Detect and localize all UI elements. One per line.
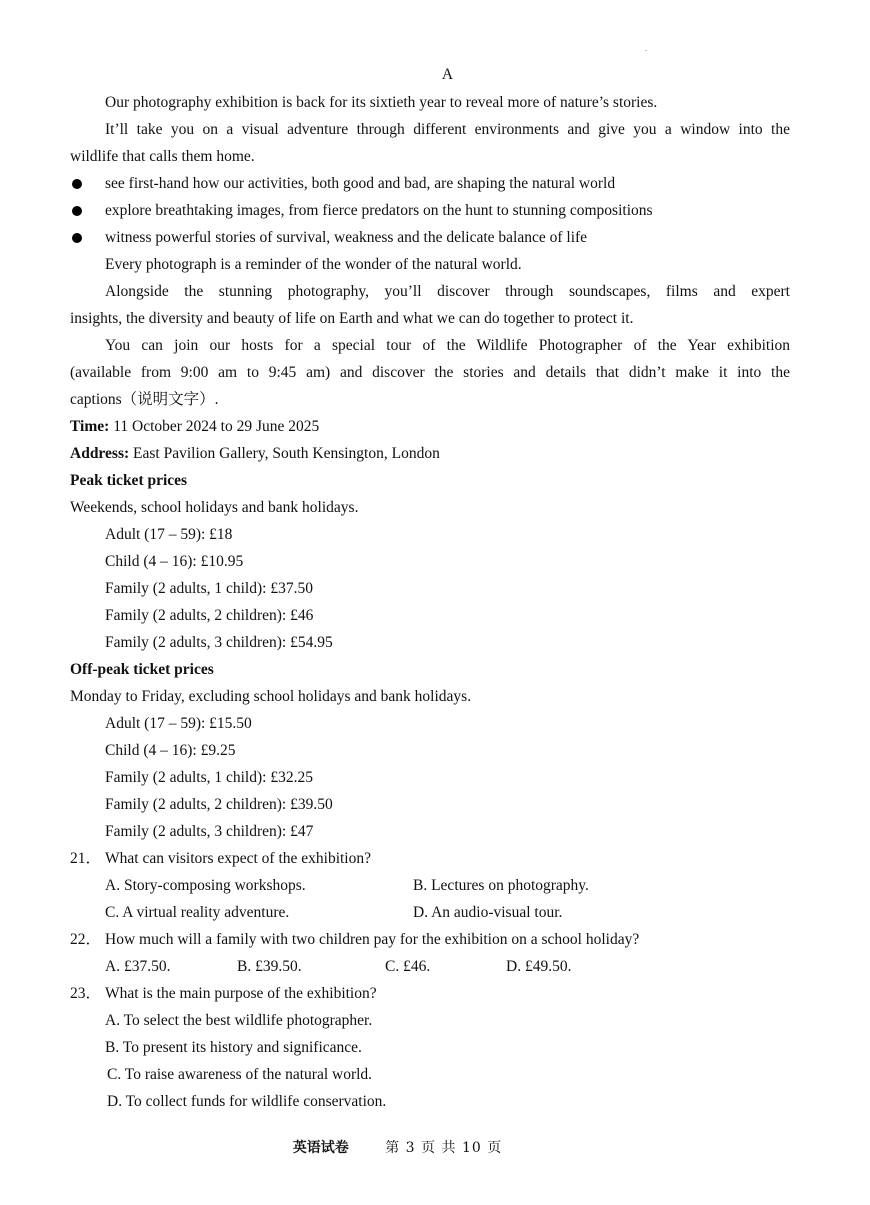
option-d[interactable]: D. To collect funds for wildlife conservation. <box>107 1093 387 1110</box>
paragraph-alongside-line2: insights, the diversity and beauty of life on Earth and what we can do together to protect it. <box>70 310 634 327</box>
question-text: How much will a family with two children pay for the exhibition on a school holiday? <box>105 931 640 948</box>
offpeak-title-text: Off-peak ticket prices <box>70 661 214 678</box>
peak-price-item: Family (2 adults, 3 children): £54.95 <box>105 634 333 651</box>
bullet-item <box>70 170 790 197</box>
bullet-dot-icon <box>72 179 82 189</box>
option-a[interactable]: A. £37.50. <box>105 958 171 975</box>
offpeak-price-item: Family (2 adults, 1 child): £32.25 <box>105 769 313 786</box>
option-b[interactable]: B. £39.50. <box>237 958 302 975</box>
offpeak-price-item: Family (2 adults, 2 children): £39.50 <box>105 796 333 813</box>
page-footer <box>0 1137 795 1157</box>
offpeak-price-item: Adult (17 – 59): £15.50 <box>105 715 252 732</box>
question-22 <box>70 926 790 953</box>
option-c[interactable]: C. To raise awareness of the natural world. <box>107 1066 373 1083</box>
bullet-item <box>70 224 790 251</box>
paragraph-adventure-line1: It’ll take you on a visual adventure through different environments and give you a window into the <box>105 121 790 138</box>
peak-price-item: Family (2 adults, 1 child): £37.50 <box>105 580 313 597</box>
peak-price-item: Adult (17 – 59): £18 <box>105 526 233 543</box>
section-heading: A <box>441 66 454 83</box>
question-text: What is the main purpose of the exhibition? <box>105 985 377 1002</box>
paragraph-tour-line1: You can join our hosts for a special tour of the Wildlife Photographer of the Year exhibition <box>105 337 790 354</box>
question-number: 23． <box>70 985 102 1002</box>
bullet-dot-icon <box>72 233 82 243</box>
bullet-text: witness powerful stories of survival, weakness and the delicate balance of life <box>105 229 588 246</box>
bullet-dot-icon <box>72 206 82 216</box>
question-number: 22． <box>70 931 102 948</box>
time-line <box>70 413 790 440</box>
option-c[interactable]: C. A virtual reality adventure. <box>105 904 290 921</box>
peak-price-item: Family (2 adults, 2 children): £46 <box>105 607 314 624</box>
option-c[interactable]: C. £46. <box>385 958 431 975</box>
corner-mark: . <box>645 44 647 53</box>
option-d[interactable]: D. An audio-visual tour. <box>413 904 563 921</box>
option-a[interactable]: A. To select the best wildlife photographer. <box>105 1012 373 1029</box>
option-d[interactable]: D. £49.50. <box>506 958 572 975</box>
offpeak-price-item: Child (4 – 16): £9.25 <box>105 742 236 759</box>
paragraph-alongside-line1: Alongside the stunning photography, you’ll discover through soundscapes, films and expert <box>105 283 790 300</box>
question-21 <box>70 845 790 872</box>
bullet-text: explore breathtaking images, from fierce predators on the hunt to stunning compositions <box>105 202 653 219</box>
question-21-options-row1 <box>70 872 790 899</box>
paragraph-tour-line3: captions（说明文字）. <box>70 391 219 408</box>
offpeak-title <box>70 656 790 683</box>
address-label: Address: <box>70 445 130 462</box>
option-b[interactable]: B. To present its history and significance. <box>105 1039 362 1056</box>
peak-price-item: Child (4 – 16): £10.95 <box>105 553 244 570</box>
address-value: East Pavilion Gallery, South Kensington, London <box>133 445 440 462</box>
question-number: 21． <box>70 850 102 867</box>
bullet-item <box>70 197 790 224</box>
paragraph-intro: Our photography exhibition is back for its sixtieth year to reveal more of nature’s stories. <box>105 94 658 111</box>
footer-page-info: 第 3 页 共 10 页 <box>385 1140 503 1156</box>
bullet-text: see first-hand how our activities, both good and bad, are shaping the natural world <box>105 175 616 192</box>
paragraph-reminder: Every photograph is a reminder of the wonder of the natural world. <box>105 256 522 273</box>
option-a[interactable]: A. Story-composing workshops. <box>105 877 306 894</box>
footer-subject: 英语试卷 <box>292 1140 349 1156</box>
question-23 <box>70 980 790 1007</box>
question-21-options-row2 <box>70 899 790 926</box>
question-text: What can visitors expect of the exhibition? <box>105 850 371 867</box>
option-b[interactable]: B. Lectures on photography. <box>413 877 589 894</box>
passage-content <box>70 89 790 1115</box>
question-22-options <box>70 953 790 980</box>
peak-subtitle: Weekends, school holidays and bank holidays. <box>70 499 359 516</box>
time-value: 11 October 2024 to 29 June 2025 <box>113 418 320 435</box>
address-line <box>70 440 790 467</box>
paragraph-adventure-line2: wildlife that calls them home. <box>70 148 255 165</box>
offpeak-subtitle: Monday to Friday, excluding school holidays and bank holidays. <box>70 688 472 705</box>
paragraph-tour-line2: (available from 9:00 am to 9:45 am) and discover the stories and details that didn’t make it into the <box>70 364 790 381</box>
time-label: Time: <box>70 418 110 435</box>
peak-title-text: Peak ticket prices <box>70 472 188 489</box>
peak-title <box>70 467 790 494</box>
offpeak-price-item: Family (2 adults, 3 children): £47 <box>105 823 314 840</box>
